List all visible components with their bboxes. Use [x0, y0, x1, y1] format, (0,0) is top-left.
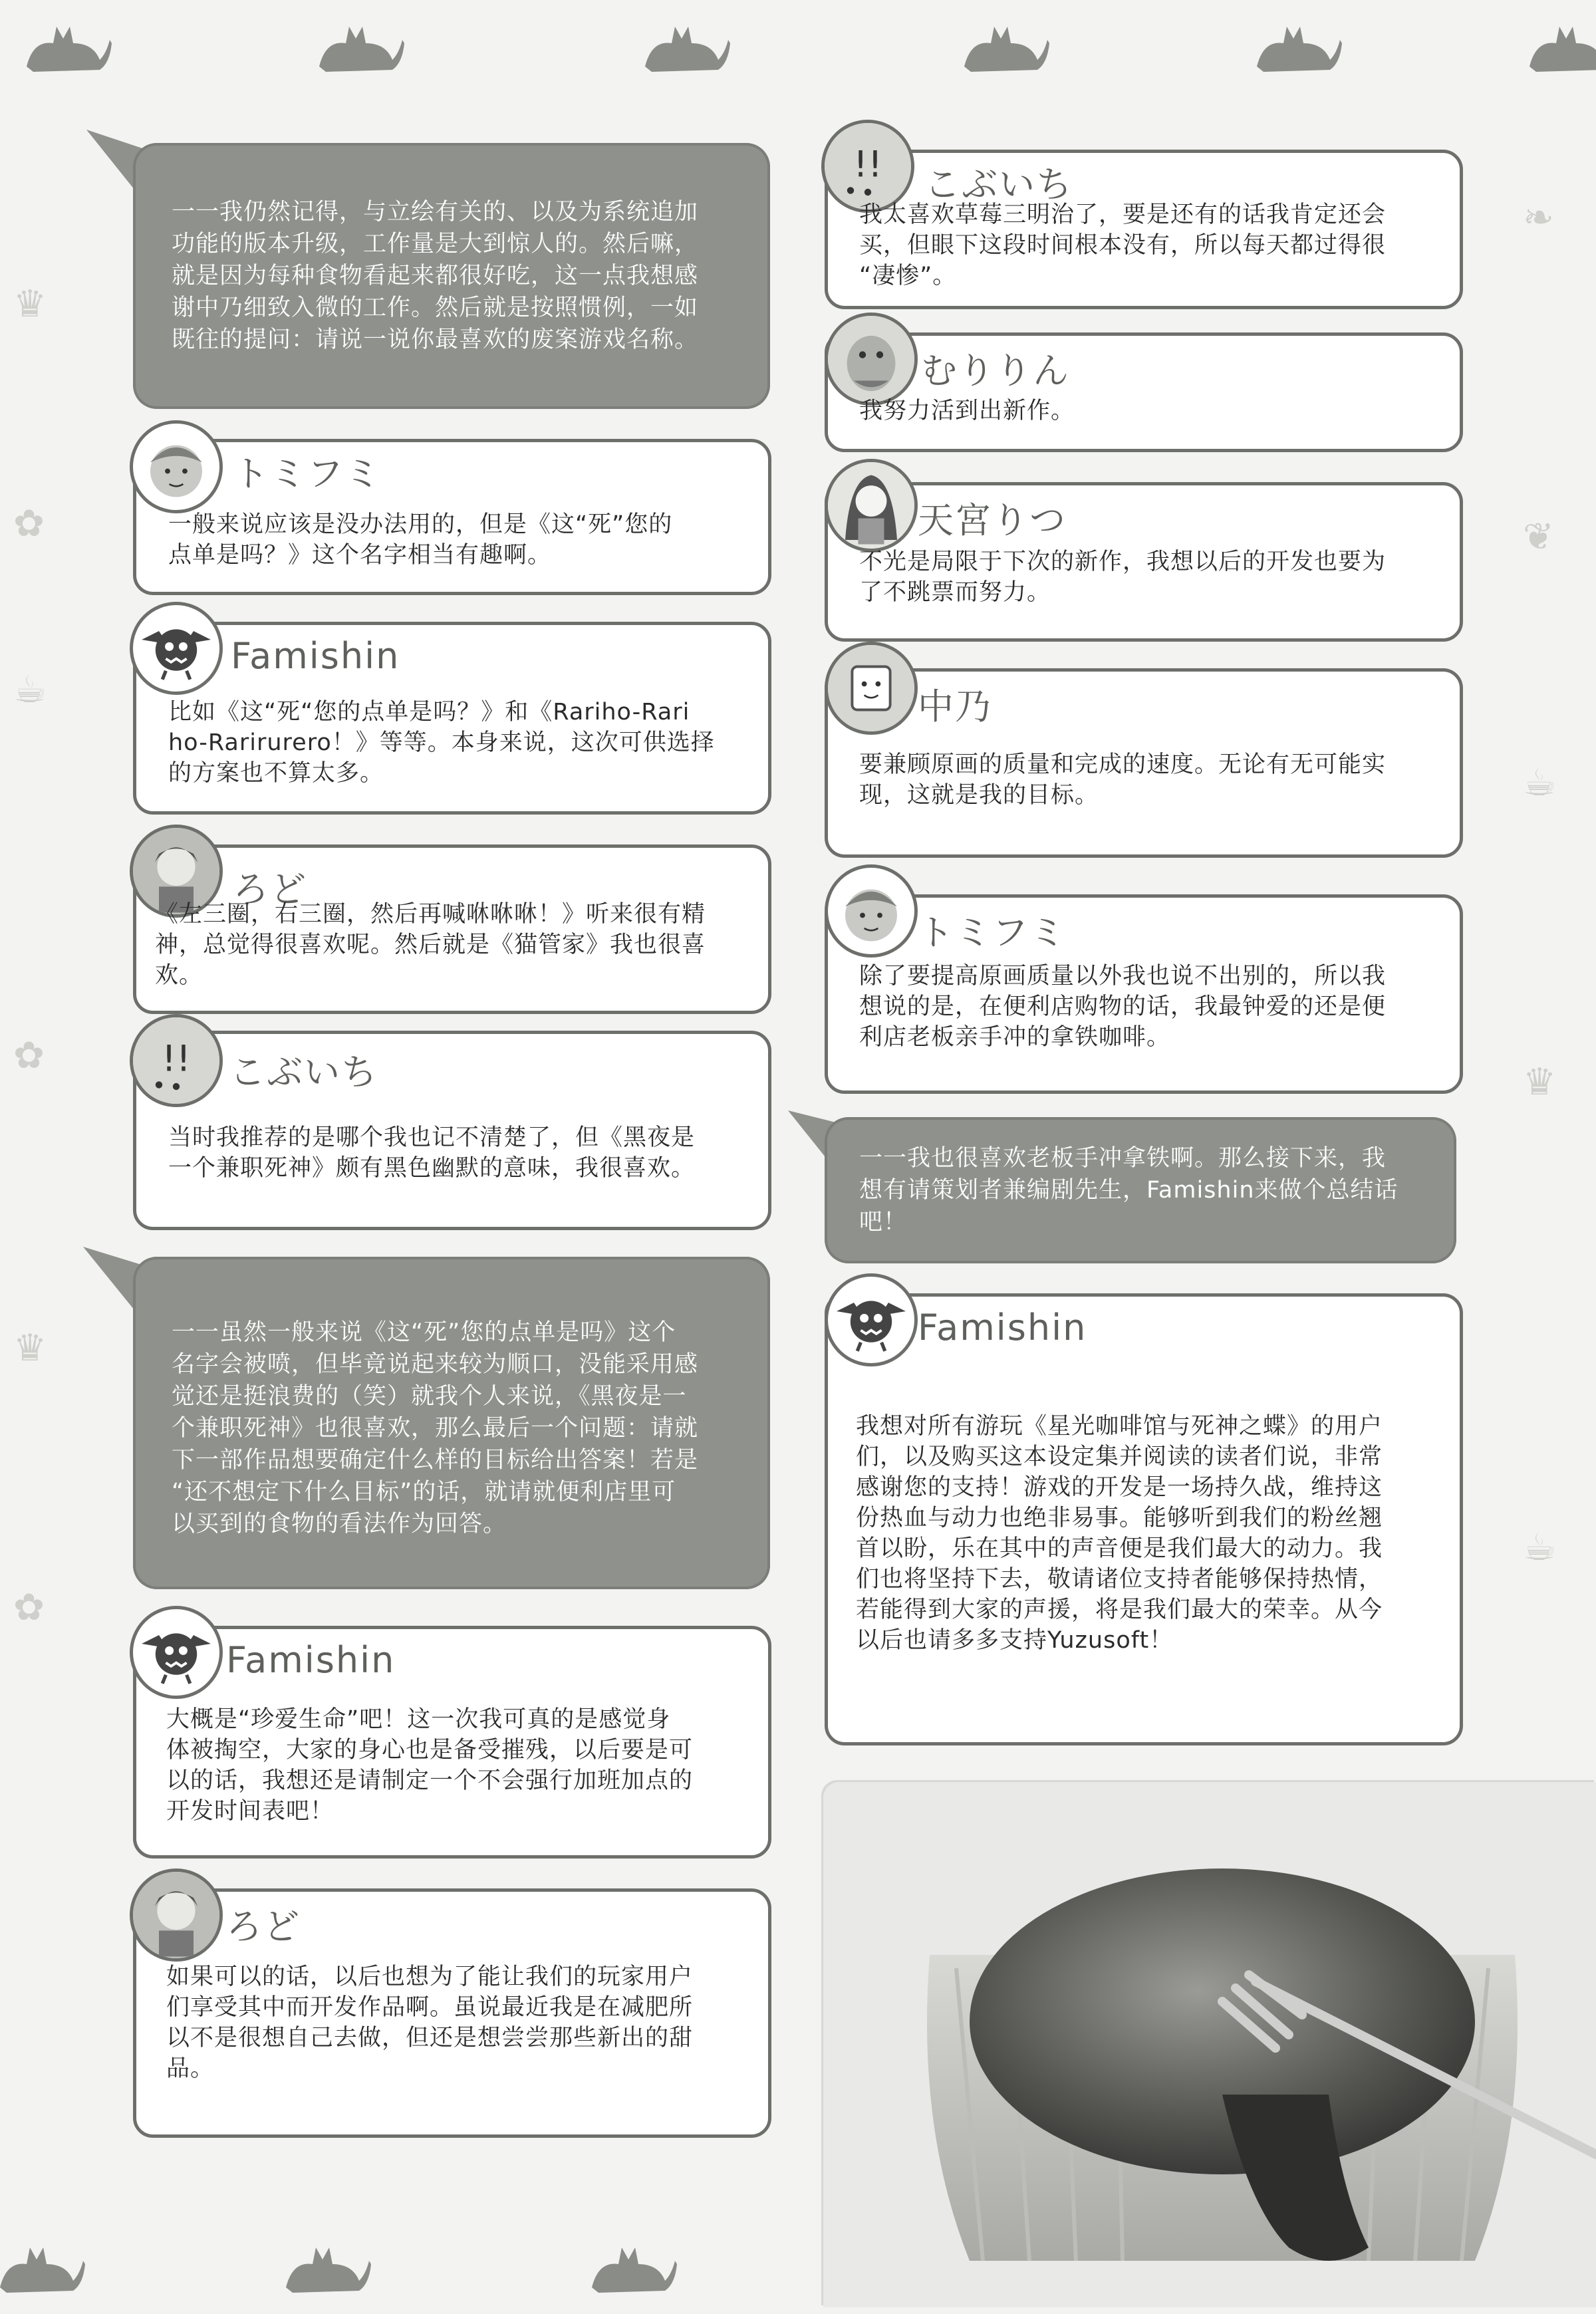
cat-silhouette-icon [638, 13, 732, 80]
feather-decoration-icon: ❧ [1523, 196, 1554, 239]
speaker-name: 天宮りつ [918, 499, 1067, 541]
cat-silhouette-icon [1523, 13, 1596, 80]
famishin-avatar-icon [130, 602, 223, 695]
answer-bubble [130, 825, 771, 1011]
answer-text: 一般来说应该是没办法用的，但是《这“死”您的 点单是吗？》这个名字相当有趣啊。 [168, 511, 673, 569]
answer-text: 不光是局限于下次的新作，我想以后的开发也要为 了不跳票而努力。 [859, 549, 1387, 606]
answer-bubble [130, 1609, 771, 1855]
question-bubble [133, 143, 770, 409]
answer-bubble [130, 1868, 771, 2134]
speaker-name: ろど [226, 1906, 301, 1948]
answer-text: 我努力活到出新作。 [859, 398, 1075, 424]
rodo-avatar-icon [130, 1868, 223, 1962]
butterfly-decoration-icon: ❦ [1523, 515, 1554, 559]
speaker-name: トミフミ [233, 453, 382, 495]
crown-decoration-icon: ♛ [1523, 1061, 1557, 1104]
amamiya-ritsu-avatar-icon [825, 459, 918, 552]
speaker-name: ろど [233, 868, 307, 910]
speaker-name: Famishin [226, 1639, 396, 1681]
nakano-avatar-icon [825, 642, 918, 735]
question-bubble [825, 1117, 1456, 1263]
cat-silhouette-icon [585, 2234, 678, 2301]
svg-text:!!: !! [853, 142, 882, 186]
answer-bubble [130, 1014, 771, 1227]
answer-text: 当时我推荐的是哪个我也记不清楚了，但《黑夜是 一个兼职死神》颇有黑色幽默的意味，我很喜欢。 [168, 1124, 696, 1182]
speaker-name: こぶいち [229, 1051, 378, 1093]
cat-silhouette-icon [313, 13, 406, 80]
tomifumi-avatar-icon [825, 864, 918, 958]
answer-text: 如果可以的话，以后也想为了能让我们的玩家用户 们享受其中而开发作品啊。虽说最近我是在减肥所 以不是很想自己去做，但还是想尝尝那些新出的甜 品。 [166, 1964, 694, 2082]
muririn-avatar-icon [825, 313, 918, 406]
answer-text: 我太喜欢草莓三明治了，要是还有的话我肯定还会 买，但眼下这段时间根本没有，所以每天都过得很 “凄惨”。 [859, 201, 1387, 289]
speaker-name: こぶいち [924, 164, 1073, 205]
paw-decoration-icon: ✿ [13, 502, 45, 545]
kobuichi-avatar-icon [130, 1014, 223, 1107]
cat-silhouette-icon [20, 13, 113, 80]
answer-bubble [821, 864, 1463, 1091]
kobuichi-avatar-icon [821, 120, 914, 213]
answer-text: 除了要提高原画质量以外我也说不出别的，所以我 想说的是，在便利店购物的话，我最钟爱的还是便 利店老板亲手冲的拿铁咖啡。 [859, 963, 1387, 1051]
speaker-name: Famishin [918, 1307, 1087, 1349]
speaker-name: Famishin [231, 635, 400, 677]
speaker-name: トミフミ [918, 912, 1067, 954]
question-bubble [133, 1257, 770, 1589]
answer-bubble [821, 309, 1463, 449]
question-text: 一一我也很喜欢老板手冲拿铁啊。那么接下来，我 想有请策划者兼编剧先生，Famishin来做个总结话 吧！ [859, 1145, 1398, 1235]
answer-text: 《左三圈，右三圈，然后再喊咻咻咻！》听来很有精 神，总觉得很喜欢呢。然后就是《猫管家》我也很喜 欢。 [155, 901, 706, 989]
crown-decoration-icon: ♛ [13, 283, 47, 326]
question-text: 一一我仍然记得，与立绘有关的、以及为系统追加 功能的版本升级，工作量是大到惊人的。然后嘛， 就是因为每种食物看起来都很好吃，这一点我想感 谢中乃细致入微的工作。然后就是按照惯例，一如 既往的提问：请说一说你最喜欢的废案游戏名称。 [172, 199, 699, 353]
paw-decoration-icon: ✿ [13, 1034, 45, 1077]
teacup-decoration-icon: ☕ [1523, 761, 1557, 805]
answer-text: 我想对所有游玩《星光咖啡馆与死神之蝶》的用户 们，以及购买这本设定集并阅读的读者们说，非常 感谢您的支持！游戏的开发是一场持久战，维持这 份热血与动力也绝非易事。能够听到我们的粉丝翘 首以盼，乐在其中的声音便是我们最大的动力。我 们也将坚持下去，敬请诸位支持者能够保持热情， 若能得到大家的声援，将是我们最大的荣幸。从今 以后也请多多支持Yuzusoft！ [856, 1413, 1383, 1654]
answer-bubble [130, 608, 771, 811]
question-text: 一一虽然一般来说《这“死”您的点单是吗》这个 名字会被喷，但毕竟说起来较为顺口，没能采用感 觉还是挺浪费的（笑）就我个人来说，《黑夜是一 个兼职死神》也很喜欢，那么最后一个问题：请就 下一部作品想要确定什么样的目标给出答案！若是 “还不想定下什么目标”的话，就请就便利店里可 以买到的食物的看法作为回答。 [172, 1319, 699, 1537]
answer-bubble [821, 642, 1463, 854]
answer-text: 大概是“珍爱生命”吧！这一次我可真的是感觉身 体被掏空，大家的身心也是备受摧残，以后要是可 以的话，我想还是请制定一个不会强行加班加点的 开发时间表吧！ [166, 1706, 694, 1825]
answer-bubble [821, 1277, 1463, 1742]
answer-text: 要兼顾原画的质量和完成的速度。无论有无可能实 现，这就是我的目标。 [859, 751, 1387, 809]
crown-decoration-icon: ♛ [13, 1327, 47, 1370]
answer-bubble [818, 120, 1463, 306]
chocolate-lava-cake-photo [823, 1782, 1596, 2307]
svg-text:!!: !! [162, 1037, 191, 1080]
speaker-name: むりりん [921, 350, 1070, 392]
answer-bubble [130, 426, 771, 592]
teapot-decoration-icon: ☕ [1523, 1526, 1557, 1569]
teapot-decoration-icon: ☕ [13, 668, 47, 711]
answer-bubble [821, 459, 1463, 638]
cat-silhouette-icon [279, 2234, 372, 2301]
cat-silhouette-icon [1250, 13, 1343, 80]
famishin-avatar-icon [130, 1606, 223, 1699]
paw-decoration-icon: ✿ [13, 1586, 45, 1629]
speaker-name: 中乃 [918, 686, 992, 727]
cat-silhouette-icon [0, 2234, 86, 2301]
answer-text: 比如《这“死“您的点单是吗？》和《Rariho-Rari ho-Rarirurero！》等等。本身来说，这次可供选择 的方案也不算太多。 [168, 699, 715, 787]
famishin-avatar-icon [825, 1273, 918, 1366]
cat-silhouette-icon [958, 13, 1051, 80]
tomifumi-avatar-icon [130, 420, 223, 513]
top-cat-border [0, 0, 1596, 86]
